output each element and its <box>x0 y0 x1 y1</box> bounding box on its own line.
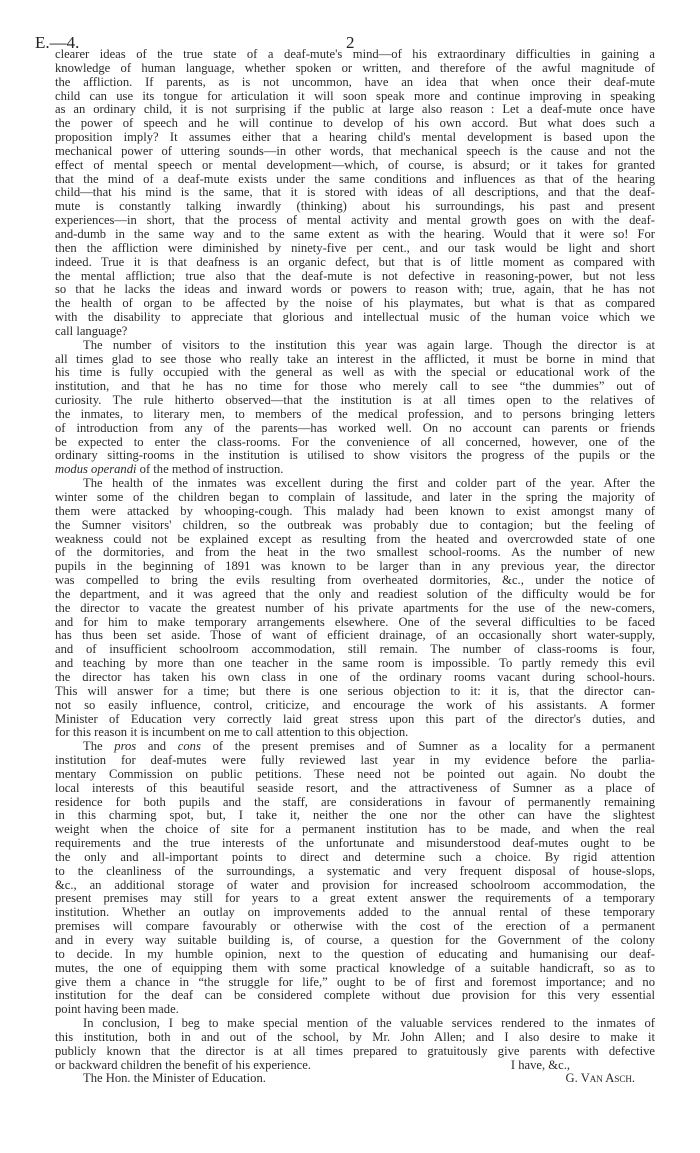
signature-row <box>55 1072 655 1086</box>
text-line: &c., an additional storage of water and provision for increased schoolroom accommodation, the <box>55 877 655 892</box>
text-line: Minister of Education very correctly laid great stress upon this part of the director's duties, and <box>55 711 655 726</box>
text-line: pupils in the beginning of 1891 was known to be larger than in any previous year, the director <box>55 559 655 574</box>
text-line: mentary Commission on public petitions. These need not be pointed out again. No doubt the <box>55 766 655 781</box>
text-line: call language? <box>55 323 128 338</box>
text-line: to the cleanliness of the surroundings, a systematic and very frequent disposal of house-slops, <box>55 863 655 878</box>
paragraph <box>55 477 655 740</box>
text-line: effect of mental speech or mental development—which, of course, is absurd; or it takes for granted <box>55 157 655 172</box>
text-line: so that he lacks the ideas and inward words or powers to reason with; true, again, that he has not <box>55 282 655 297</box>
text-line: present premises may still for years to a great extent answer the requirements of a temporary <box>55 891 655 906</box>
text-line: and for him to make temporary arrangements elsewhere. One of the several difficulties to be faced <box>55 614 655 629</box>
text-line: that the mind of a deaf-mute exists under the same conditions and influences as that of the hearing <box>55 171 655 186</box>
text-line: child—that his mind is the same, that it is stored with ideas of all descriptions, and that the deaf- <box>55 185 655 200</box>
text-line: requirements and the true interests of the unfortunate and misunderstood deaf-mutes ought to be <box>55 836 655 851</box>
text-line: publicly known that the director is at all times prepared to gratuitously give parents with defective <box>55 1043 655 1058</box>
text-line: premises will compare favourably or otherwise with the cost of the erection of a permanent <box>55 919 655 934</box>
closing-line-row <box>55 1059 655 1073</box>
paragraphs <box>55 48 655 1059</box>
paragraph <box>55 1017 655 1059</box>
text-line: and-dumb in the same way and to the same extent as with the hearing. Would that it were so! For <box>55 226 655 241</box>
text-line: child can use its tongue for articulation it will soon speak more and continue improving in speaking <box>55 88 655 103</box>
closing-text: or backward children the benefit of his experience. <box>55 1057 311 1072</box>
text-line: this institution, both in and out of the school, by Mr. John Allen; and I also desire to make it <box>55 1029 655 1044</box>
addressee: The Hon. the Minister of Education. <box>83 1071 266 1086</box>
text-line: in this charming spot, but, I take it, neither the one nor the other can have the slightest <box>55 808 655 823</box>
text-line: weakness could not be explained except as resulting from the heated and overcrowded state of one <box>55 531 655 546</box>
text-line: proposition imply? It assumes either that a hearing child's mental development is based upon the <box>55 130 655 145</box>
text-line <box>55 740 655 754</box>
text-line: winter some of the children began to complain of lassitude, and later in the spring the majority of <box>55 490 655 504</box>
text-line: and of insufficient schoolroom accommodation, still remain. The number of class-rooms is four, <box>55 642 655 657</box>
paragraph <box>55 740 655 1017</box>
text-line: curiosity. The rule hitherto observed—that the institution is at all times open to the relatives of <box>55 393 655 408</box>
text-line: In conclusion, I beg to make special mention of the valuable services rendered to the inmates of <box>83 1016 655 1031</box>
text-line: the director has taken his own class in one of the ordinary rooms vacant during school-hours. <box>55 669 655 684</box>
paragraph <box>55 48 655 339</box>
text-line: point having been made. <box>55 1002 179 1017</box>
text-line <box>55 463 655 477</box>
text-line: of the dormitories, and from the heat in the two smallest school-rooms. As the number of new <box>55 545 655 560</box>
text-line: give them a chance in “the struggle for life,” ought to be of first and foremost importance; and no <box>55 974 655 989</box>
text-line: indeed. True it is that deafness is an organic defect, but that is of little moment as compared with <box>55 254 655 269</box>
text-line: the health of organ to be affected by the noise of his playmates, but what is that as compared <box>55 296 655 311</box>
text-line: be expected to enter the class-rooms. For the convenience of all concerned, however, one of the <box>55 434 655 449</box>
signature: G. Van Asch. <box>565 1071 635 1086</box>
text-line: weight when the choice of site for a permanent institution has to be made, and when the real <box>55 822 655 837</box>
text-line: was compelled to bring the evils resulting from overheated dormitories, &c., under the notice of <box>55 573 655 588</box>
text-line: with the disability to appreciate that glorious and intellectual music of the human voice which we <box>55 310 655 325</box>
document-body <box>55 48 655 1086</box>
text-line: local interests of this beautiful seaside resort, and the attractiveness of Sumner as a place of <box>55 780 655 795</box>
text-line: The number of visitors to the institution this year was again large. Though the director is at <box>83 337 655 352</box>
text-line: then the affliction were diminished by ninety-five per cent., and our task would be light and short <box>55 240 655 255</box>
text-line: experiences—in short, that the process of mental activity and mental growth goes on with the deaf- <box>55 213 655 228</box>
text-line: ordinary sitting-rooms in the institution is utilised to show visitors the progress of the pupils or the <box>55 448 655 463</box>
italic-phrase: cons <box>177 739 201 754</box>
text-line: mechanical power of uttering sounds—in other words, that mechanical speech is the cause and not the <box>55 143 655 158</box>
text-line: as an ordinary child, it is not surprising if the public at large also reason : Let a deaf-mute once have <box>55 102 655 117</box>
text-line: clearer ideas of the true state of a deaf-mute's mind—of his extraordinary difficulties in gaining a <box>55 47 655 61</box>
text-line: residence for both pupils and the staff, are considerations in favour of permanently remaining <box>55 794 655 809</box>
italic-phrase: modus operandi <box>55 462 137 477</box>
text-line: all times glad to see those who really take an interest in the afflicted, it must be borne in mind that <box>55 351 655 366</box>
text-line: and in every way suitable building is, of course, a question for the Government of the colony <box>55 933 655 947</box>
italic-phrase: pros <box>114 739 137 754</box>
text-line: This will answer for a time; but there is one serious objection to it: it is, that the director can- <box>55 683 655 698</box>
text-line: institution, and that he has no time for those who merely call to see “the dummies” out of <box>55 379 655 394</box>
text-line: mute is constantly talking inwardly (thinking) about his surroundings, his past and present <box>55 199 655 214</box>
text-segment: The <box>83 739 115 754</box>
text-segment: and <box>136 739 178 754</box>
text-line: the inmates, to literary men, to members of the medical profession, and to persons bringing letters <box>55 406 655 421</box>
text-line: The health of the inmates was excellent during the first and colder part of the year. After the <box>83 476 655 491</box>
text-line: to decide. In my humble opinion, next to the question of educating and humanising our deaf- <box>55 946 655 961</box>
text-line: institution. Whether an outlay on improvements added to the annual rental of these temporary <box>55 905 655 920</box>
text-line: his time is fully occupied with the general as well as with the special or educational work of the <box>55 365 655 380</box>
text-line: not so easily influence, control, criticize, and encourage the work of his assistants. A former <box>55 697 655 712</box>
text-line: and teaching by more than one teacher in the same room is impossible. To partly remedy this evil <box>55 656 655 671</box>
text-line: institution for the deaf can be considered complete without due provision for this very essential <box>55 988 655 1003</box>
document-reference: E.—4. <box>35 33 80 52</box>
text-line: knowledge of human language, whether spoken or written, and therefore of the awful magnitude of <box>55 60 655 75</box>
text-line: of introduction from any of the parents—has worked well. On no account can parents or friends <box>55 420 655 435</box>
text-line: institution for deaf-mutes were fully reviewed last year in my evidence before the parlia- <box>55 753 655 768</box>
text-line: the director to vacate the greatest number of his private apartments for the use of the new-comers, <box>55 600 655 615</box>
text-line: the power of speech and he will continue to develop of his own accord. But what does such a <box>55 116 655 131</box>
text-line: the mental affliction; true also that the deaf-mute is not defective in reasoning-power, but not less <box>55 268 655 283</box>
text-line: the Sumner visitors' children, so the outbreak was probably due to contagion; but the feeling of <box>55 517 655 532</box>
text-segment: of the present premises and of Sumner as a locality for a permanent <box>200 739 655 754</box>
text-line: the affliction. If parents, as is not uncommon, have an idea that when once their deaf-mute <box>55 74 655 89</box>
text-line: the only and all-important points to direct and determine such a choice. By rigid attention <box>55 849 655 864</box>
text-line: the department, and it was agreed that the only and readiest solution of the difficulty would be for <box>55 586 655 601</box>
text-line: for this reason it is incumbent on me to call attention to this objection. <box>55 725 409 740</box>
salutation: I have, &c., <box>510 1057 570 1072</box>
text-line: mutes, the one of equipping them with some practical knowledge of a suitable handicraft, so as to <box>55 960 655 975</box>
text-line: has thus been set aside. Those of want of efficient drainage, of an occasionally short water-supply, <box>55 628 655 643</box>
text-line: them were attacked by whooping-cough. This malady had been known to exist amongst many of <box>55 503 655 518</box>
page-number: 2 <box>346 33 355 52</box>
text-segment: of the method of instruction. <box>136 462 284 477</box>
paragraph <box>55 339 655 477</box>
